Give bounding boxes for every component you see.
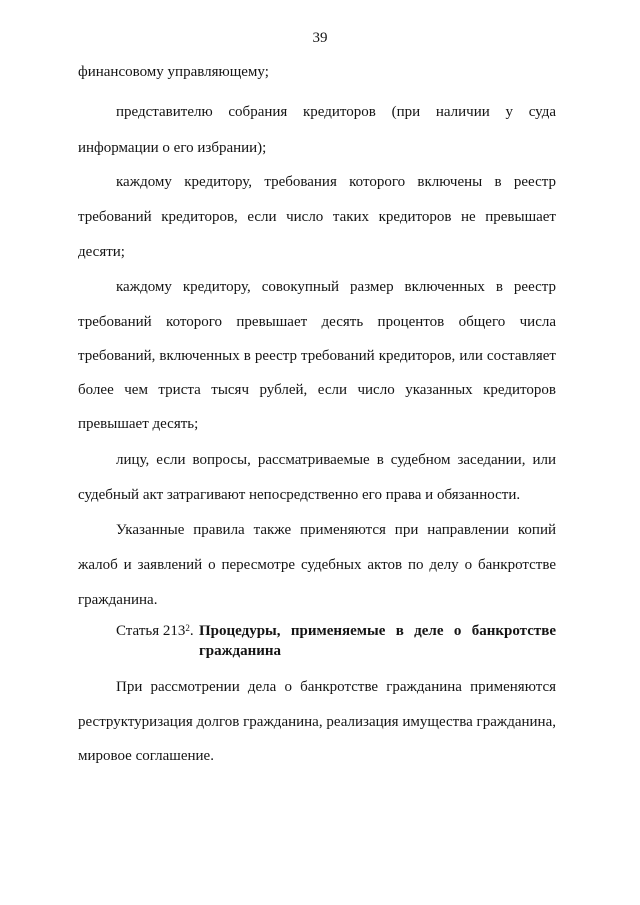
paragraph-line: жалоб и заявлений о пересмотре судебных актов по делу о банкротстве: [78, 557, 556, 573]
article-title: [199, 621, 556, 661]
article-number: Статья 213: [116, 623, 186, 639]
article-label: Статья $213^2$.: [116, 623, 194, 639]
paragraph-line: финансовому управляющему;: [78, 64, 269, 80]
paragraph-line: судебный акт затрагивают непосредственно его права и обязанности.: [78, 487, 521, 503]
paragraph-line: каждому кредитору, совокупный размер включенных в реестр: [116, 279, 556, 295]
paragraph-line: мировое соглашение.: [78, 748, 214, 764]
article-title-line: Процедуры, применяемые в деле о банкротстве: [199, 623, 556, 639]
paragraph-line: представителю собрания кредиторов (при наличии у суда: [116, 104, 556, 120]
paragraph-line: более чем триста тысяч рублей, если число указанных кредиторов: [78, 382, 556, 398]
paragraph-line: Указанные правила также применяются при направлении копий: [116, 522, 556, 538]
paragraph-line: гражданина.: [78, 592, 158, 608]
paragraph-line: требований, включенных в реестр требований кредиторов, или составляет: [78, 348, 556, 364]
page-number: 39: [312, 30, 328, 46]
paragraph-line: десяти;: [78, 244, 125, 260]
paragraph-line: превышает десять;: [78, 416, 199, 432]
paragraph-line: каждому кредитору, требования которого включены в реестр: [116, 174, 556, 190]
article-superscript: 2: [185, 623, 190, 633]
paragraph-line: требований которого превышает десять процентов общего числа: [78, 314, 556, 330]
paragraph-line: лицу, если вопросы, рассматриваемые в судебном заседании, или: [116, 452, 556, 468]
paragraph-line: требований кредиторов, если число таких кредиторов не превышает: [78, 209, 556, 225]
article-title-line: гражданина: [199, 643, 282, 659]
paragraph-line: информации о его избрании);: [78, 140, 267, 156]
paragraph-line: При рассмотрении дела о банкротстве гражданина применяются: [116, 679, 556, 695]
paragraph-line: реструктуризация долгов гражданина, реализация имущества гражданина,: [78, 714, 556, 730]
